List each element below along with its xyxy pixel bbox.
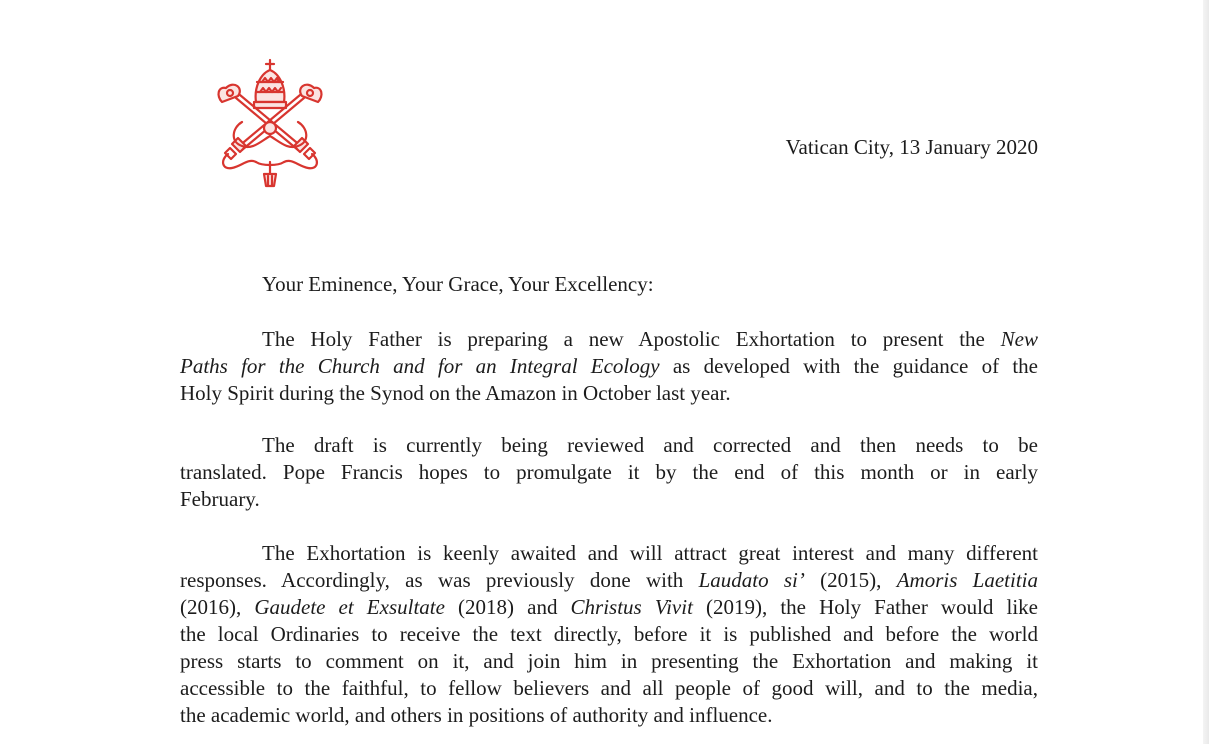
paragraph-1-line: Holy Spirit during the Synod on the Amazon in October last year.: [180, 381, 731, 405]
page-edge: [1203, 0, 1209, 744]
dateline: Vatican City, 13 January 2020: [785, 135, 1038, 159]
paragraph-3-line: (2016), Gaudete et Exsultate (2018) and Christus Vivit (2019), the Holy Father would like: [180, 595, 1038, 619]
papal-coat-of-arms-icon: [212, 58, 328, 190]
paragraph-1: [180, 326, 1038, 407]
paragraph-3-line: accessible to the faithful, to fellow believers and all people of good will, and to the media,: [180, 676, 1038, 700]
paragraph-2-line: translated. Pope Francis hopes to promulgate it by the end of this month or in early: [180, 460, 1038, 484]
paragraph-2: [180, 432, 1038, 513]
paragraph-2-line: February.: [180, 487, 260, 511]
paragraph-3-line: press starts to comment on it, and join him in presenting the Exhortation and making it: [180, 649, 1038, 673]
paragraph-2-line: The draft is currently being reviewed and corrected and then needs to be: [262, 433, 1038, 457]
paragraph-3-line: the local Ordinaries to receive the text directly, before it is published and before the world: [180, 622, 1038, 646]
paragraph-1-line: Paths for the Church and for an Integral Ecology as developed with the guidance of the: [180, 354, 1038, 378]
salutation: Your Eminence, Your Grace, Your Excellency:: [262, 272, 654, 296]
paragraph-1-line: The Holy Father is preparing a new Apostolic Exhortation to present the New: [262, 327, 1038, 351]
paragraph-3-line: the academic world, and others in positions of authority and influence.: [180, 703, 773, 727]
paragraph-3: [180, 540, 1038, 729]
paragraph-3-line: responses. Accordingly, as was previously done with Laudato si’ (2015), Amoris Laetitia: [180, 568, 1039, 592]
paragraph-3-line: The Exhortation is keenly awaited and will attract great interest and many different: [262, 541, 1038, 565]
